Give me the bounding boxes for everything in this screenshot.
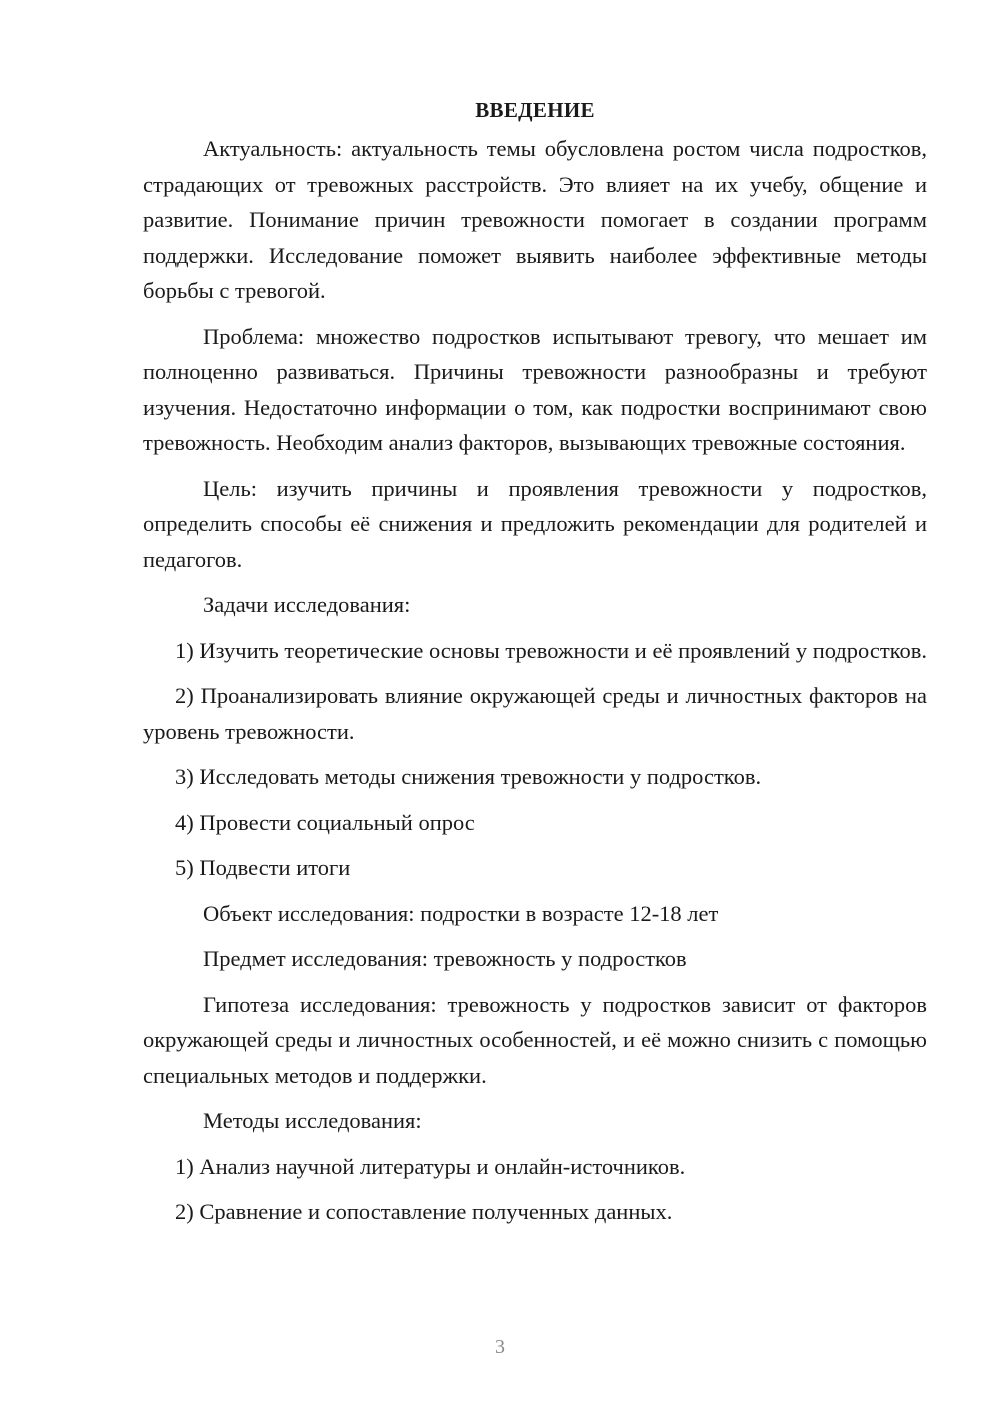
- page-number: 3: [495, 1336, 505, 1358]
- document-page: [143, 92, 927, 1240]
- research-object: Объект исследования: подростки в возрасте 12-18 лет: [203, 900, 719, 926]
- research-subject: Предмет исследования: тревожность у подростков: [203, 946, 687, 971]
- method-item: 2) Сравнение и сопоставление полученных данных.: [175, 1199, 673, 1224]
- problem-paragraph: Проблема: множество подростков испытывают тревогу, что мешает им полноценно развиваться. Причины тревожности разнообразны и требуют изучения. Недостаточно информации о том, как подростки воспринимают свою тревожность. Необходим анализ факторов, вызывающих тревожные состояния.: [143, 323, 927, 455]
- tasks-heading: Задачи исследования:: [203, 592, 411, 617]
- task-item: 2) Проанализировать влияние окружающей среды и личностных факторов на уровень тревожности.: [143, 683, 927, 744]
- page-title: ВВЕДЕНИЕ: [475, 98, 595, 122]
- task-item: 5) Подвести итоги: [175, 855, 351, 880]
- task-item: 1) Изучить теоретические основы тревожности и её проявлений у подростков.: [175, 637, 927, 663]
- task-item: 3) Исследовать методы снижения тревожности у подростков.: [175, 764, 762, 789]
- relevance-paragraph: Актуальность: актуальность темы обусловлена ростом числа подростков, страдающих от тревожных расстройств. Это влияет на их учебу, общение и развитие. Понимание причин тревожности помогает в создании программ поддержки. Исследование поможет выявить наиболее эффективные методы борьбы с тревогой.: [143, 136, 927, 303]
- method-item: 1) Анализ научной литературы и онлайн-источников.: [175, 1153, 686, 1179]
- task-item: 4) Провести социальный опрос: [175, 809, 475, 835]
- methods-heading: Методы исследования:: [203, 1108, 422, 1133]
- hypothesis-paragraph: Гипотеза исследования: тревожность у подростков зависит от факторов окружающей среды и личностных особенностей, и её можно снизить с помощью специальных методов и поддержки.: [143, 991, 927, 1088]
- goal-paragraph: Цель: изучить причины и проявления тревожности у подростков, определить способы её снижения и предложить рекомендации для родителей и педагогов.: [143, 475, 927, 572]
